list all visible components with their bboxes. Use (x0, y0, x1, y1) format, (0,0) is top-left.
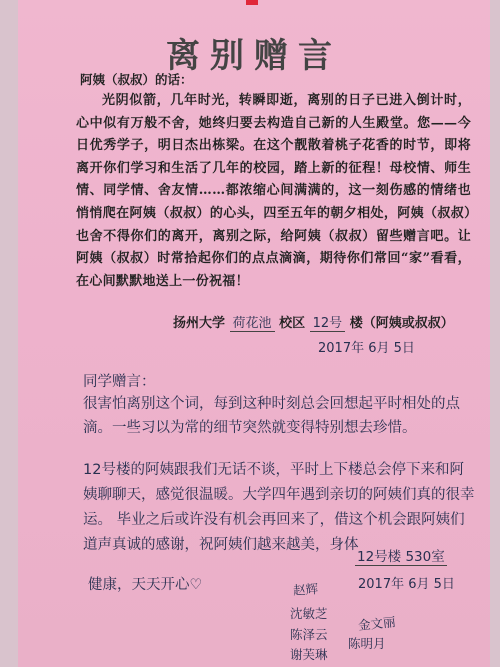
signature-name: 陈明月 (348, 636, 386, 651)
signature-name: 金文丽 (357, 614, 397, 633)
greeting: 阿姨（叔叔）的话： (80, 72, 193, 87)
student-section-label: 同学赠言： (83, 374, 156, 390)
student-signatures (273, 570, 403, 665)
red-stamp-mark (246, 0, 258, 5)
student-date: 2017年 6月 5日 (358, 577, 455, 592)
signature-name: 沈敏芝 (290, 606, 328, 621)
building-label: 楼（阿姨或叔叔） (349, 316, 454, 331)
signature-date: 2017年 6月 5日 (318, 341, 415, 356)
student-paragraph-2 (83, 458, 478, 558)
student-paragraph-1: 很害怕离别这个词，每到这种时刻总会回想起平时相处的点滴。一些习以为常的细节突然就变得特别想去珍惜。 (83, 396, 460, 436)
campus-handwritten: 荷花池 (230, 316, 275, 332)
pink-card (18, 0, 490, 667)
signature-name: 赵辉 (292, 581, 319, 598)
printed-message: 光阴似箭，几年时光，转瞬即逝，离别的日子已进入倒计时，心中似有万般不舍，她终归要去构造自己新的人生殿堂。您——今日优秀学子，明日杰出栋梁。在这个靓散着桃子花香的时节，即将离开你们学习和生活了几年的校园，踏上新的征程！母校情、师生情、同学情、舍友情……都浓缩心间满满的，这一刻伤感的情绪也悄悄爬在阿姨（叔叔）的心头，四至五年的朝夕相处，阿姨（叔叔）也舍不得你们的离开，离别之际，给阿姨（叔叔）留些赠言吧。让阿姨（叔叔）时常拾起你们的点点滴滴，期待你们常回“家”看看，在心间默默地送上一份祝福！ (76, 93, 471, 289)
student-paragraph-3-text: 毕业之后或许没有机会再回来了，借这个机会跟阿姨们道声真诚的感谢，祝阿姨们越来越美，身体 (83, 512, 465, 553)
university-name: 扬州大学 (173, 316, 226, 331)
student-paragraph-2-text: 12号楼的阿姨跟我们无话不谈，平时上下楼总会停下来和阿姨聊聊天，感觉很温暖。大学四年遇到亲切的阿姨们真的很幸运。 (83, 462, 475, 528)
signature-name: 谢芙琳 (290, 647, 328, 662)
page-title: 离别赠言 (166, 36, 342, 76)
signature-line (173, 312, 454, 331)
signature-name: 陈泽云 (290, 627, 328, 642)
building-handwritten: 12号 (310, 316, 346, 332)
room-number: 12号楼 530室 (355, 545, 447, 566)
student-paragraph-4: 健康，天天开心♡ (88, 577, 203, 593)
campus-label: 校区 (279, 316, 306, 331)
